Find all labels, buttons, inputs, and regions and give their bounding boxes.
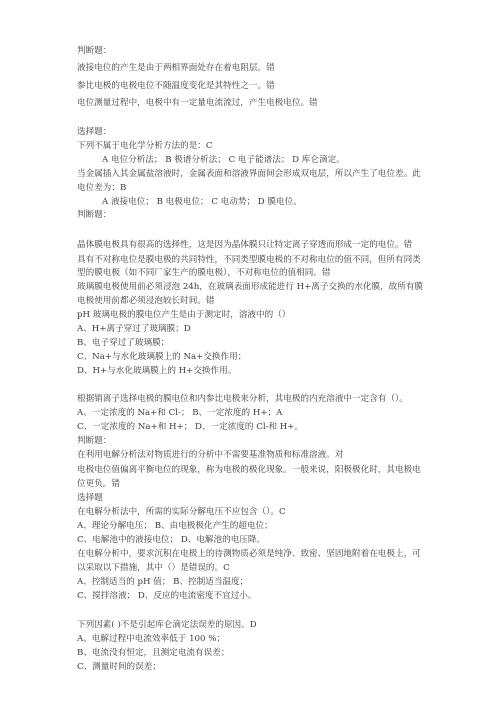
question-line: 当金属插入其金属盐溶液时，金属表面和溶液界面间会形成双电层，所以产生了电位差。此 <box>77 169 421 179</box>
option-line: A、H+离子穿过了玻璃膜；D <box>77 324 191 334</box>
text-line: 玻璃膜电极使用前必须浸泡 24h，在玻璃表面形成能进行 H+离子交换的水化膜，故所有膜 <box>77 282 424 292</box>
question-line: 在电解分析法中，所需的实际分解电压不应包含（）。C <box>77 507 286 517</box>
text-line: 位更负。错 <box>77 479 120 489</box>
text-line: 在利用电解分析法对物质进行的分析中不需要基准物质和标准溶液。对 <box>77 450 344 460</box>
text-line: 电极电位值偏离平衡电位的现象，称为电极的极化现象。一般来说，阳极极化时，其电极电 <box>77 465 421 475</box>
question-line: 在电解分析中，要求沉积在电极上的待测物质必须是纯净、致密、坚固地附着在电极上，可 <box>77 549 421 559</box>
heading-choice-1: 选择题： <box>77 127 112 137</box>
question-line: 电位差为：B <box>77 183 127 193</box>
text-line: 电极使用前都必须浸泡较长时间。错 <box>77 296 215 306</box>
option-line: C、Na+与水化玻璃膜上的 Na+交换作用； <box>77 352 247 362</box>
options-line: C、电解池中的液接电位； D、电解池的电压降。 <box>77 535 266 545</box>
options-line: A、理论分解电压； B、由电极极化产生的超电位； <box>77 521 273 531</box>
text-line: 型的膜电极（如不同厂家生产的膜电极），不对称电位的值相同。错 <box>77 268 331 278</box>
text-line: 具有不对称电位是膜电极的共同特性，不同类型膜电极的不对称电位的值不同，但所有同类 <box>77 255 421 265</box>
text-line: 液接电位的产生是由于两相界面处存在着电阻层。错 <box>77 63 275 73</box>
text-line: 晶体膜电极具有很高的选择性，这是因为晶体膜只让特定离子穿透而形成一定的电位。错 <box>77 240 413 250</box>
option-line: B、电子穿过了玻璃膜； <box>77 338 170 348</box>
heading-true-false-2: 判断题： <box>77 210 112 220</box>
question-line: 根据销离子选择电极的膜电位和内参比电极来分析，其电极的内充溶液中一定含有（）。 <box>77 394 408 404</box>
options-line: A、控制适当的 pH 值； B、控制适当温度； <box>77 577 249 587</box>
heading-choice-2: 选择题 <box>77 493 103 503</box>
options-line: C、一定浓度的 Na+和 H+； D、一定浓度的 Cl-和 H+。 <box>77 422 304 432</box>
options-line: C、搅拌溶液； D、反应的电流密度不宜过小。 <box>77 591 257 601</box>
question-line: 下列因素( )不是引起库仑滴定法误差的原因。D <box>77 620 257 630</box>
text-line: 电位测量过程中，电极中有一定量电流流过，产生电极电位。错 <box>77 98 318 108</box>
option-line: A、电解过程中电流效率低于 100 %； <box>77 634 225 644</box>
question-line: 以采取以下措施，其中（）是错误的。C <box>77 563 230 573</box>
option-line: D、H+与水化玻璃膜上的 H+交换作用。 <box>77 366 237 376</box>
options-line: A 液接电位； B 电极电位； C 电动势； D 膜电位。 <box>102 197 302 207</box>
question-line: pH 玻璃电极的膜电位产生是由于测定时，溶液中的（） <box>77 310 291 320</box>
question-line: 下列不属于电化学分析方法的是：C <box>77 141 213 151</box>
option-line: C、测量时间的误差； <box>77 662 161 672</box>
options-line: A 电位分析法； B 极谱分析法； C 电子能谱法； D 库仑滴定。 <box>102 155 345 165</box>
heading-true-false-1: 判断题： <box>77 46 112 56</box>
options-line: A、一定浓度的 Na+和 Cl-； B、一定浓度的 H+；A <box>77 408 283 418</box>
heading-true-false-3: 判断题： <box>77 436 112 446</box>
option-line: B、电流没有恒定，且测定电流有误差； <box>77 648 230 658</box>
text-line: 参比电极的电极电位不随温度变化是其特性之一。错 <box>77 81 275 91</box>
